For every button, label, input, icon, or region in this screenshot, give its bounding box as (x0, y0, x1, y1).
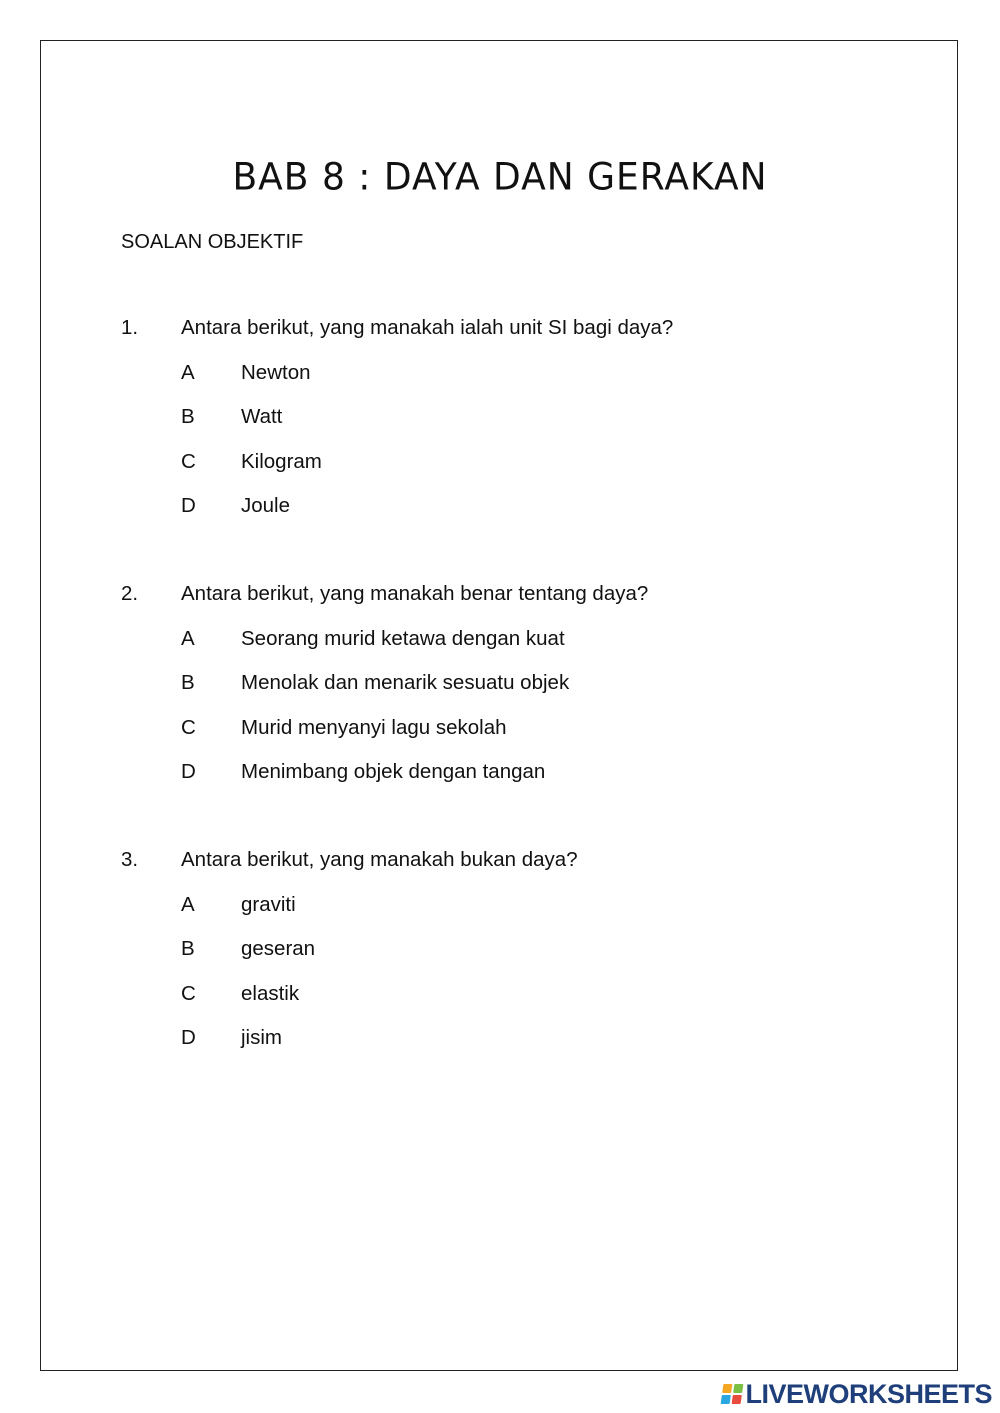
option-text: Seorang murid ketawa dengan kuat (241, 626, 565, 650)
option-row[interactable] (121, 405, 901, 450)
option-text: graviti (241, 892, 296, 916)
option-row[interactable] (121, 937, 901, 982)
option-row[interactable] (121, 627, 901, 672)
question-3 (121, 848, 901, 1071)
question-text: Antara berikut, yang manakah ialah unit SI bagi daya? (181, 316, 674, 339)
question-text: Antara berikut, yang manakah benar tentang daya? (181, 582, 649, 605)
option-text: Watt (241, 405, 283, 428)
option-row[interactable] (121, 893, 901, 938)
option-text: elastik (241, 981, 300, 1005)
question-number: 2. (121, 582, 139, 605)
option-letter: D (181, 494, 196, 517)
option-letter: D (181, 1026, 196, 1049)
option-row[interactable] (121, 982, 901, 1027)
option-row[interactable] (121, 450, 901, 495)
option-text: Kilogram (241, 449, 322, 473)
option-text: Menimbang objek dengan tangan (241, 760, 546, 783)
option-text: Murid menyanyi lagu sekolah (241, 715, 507, 739)
option-row[interactable] (121, 760, 901, 805)
option-text: geseran (241, 937, 316, 960)
option-row[interactable] (121, 1026, 901, 1071)
page-title: BAB 8 : DAYA DAN GERAKAN (232, 155, 768, 200)
option-row[interactable] (121, 716, 901, 761)
liveworksheets-logo-icon (721, 1384, 744, 1404)
question-number: 1. (121, 316, 139, 339)
option-letter: B (181, 405, 195, 428)
option-text: jisim (241, 1026, 282, 1049)
option-row[interactable] (121, 361, 901, 406)
option-letter: A (181, 626, 195, 650)
option-letter: A (181, 892, 195, 916)
option-row[interactable] (121, 494, 901, 539)
question-row (121, 582, 901, 627)
section-label: SOALAN OBJEKTIF (121, 231, 304, 253)
option-letter: C (181, 715, 196, 739)
worksheet-page (40, 40, 958, 1371)
option-letter: A (181, 360, 195, 384)
option-letter: D (181, 760, 196, 783)
option-row[interactable] (121, 671, 901, 716)
liveworksheets-brand[interactable] (722, 1379, 992, 1409)
option-text: Joule (241, 494, 291, 517)
option-letter: B (181, 671, 195, 694)
option-letter: C (181, 449, 196, 473)
option-letter: B (181, 937, 195, 960)
brand-name: LIVEWORKSHEETS (745, 1378, 992, 1409)
option-text: Menolak dan menarik sesuatu objek (241, 671, 570, 694)
question-row (121, 848, 901, 893)
question-number: 3. (121, 848, 139, 871)
question-row (121, 316, 901, 361)
option-letter: C (181, 981, 196, 1005)
question-text: Antara berikut, yang manakah bukan daya? (181, 848, 578, 871)
question-1 (121, 316, 901, 539)
question-2 (121, 582, 901, 805)
option-text: Newton (241, 360, 311, 384)
